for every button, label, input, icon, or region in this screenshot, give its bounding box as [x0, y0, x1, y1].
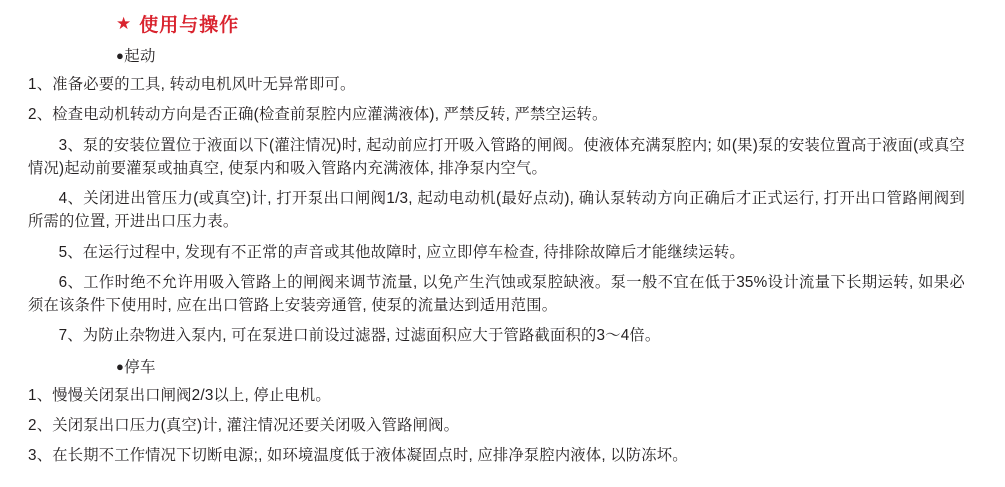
bullet-dot-icon: ● — [116, 358, 125, 374]
paragraph-2: 2、检查电动机转动方向是否正确(检查前泵腔内应灌满液体), 严禁反转, 严禁空运转。 — [28, 106, 608, 124]
paragraph-10: 3、在长期不工作情况下切断电源;, 如环境温度低于液体凝固点时, 应排净泵腔内液体, 以防冻坏。 — [28, 447, 688, 464]
star-icon: ★ — [116, 14, 132, 33]
section-title-text: 使用与操作 — [139, 15, 240, 36]
paragraph-3: 3、泵的安装位置位于液面以下(灌注情况)时, 起动前应打开吸入管路的闸阀。使液体充满泵腔内; 如(果)泵的安装位置高于液面(或真空情况)起动前要灌泵或抽真空, 使泵内和吸入管路内充满液体, 排净泵内空气。 — [28, 136, 965, 177]
bullet-dot-icon: ● — [116, 48, 125, 63]
paragraph-1: 1、准备必要的工具, 转动电机风叶无异常即可。 — [28, 76, 356, 93]
subheading-label: 起动 — [124, 48, 156, 65]
paragraph-9: 2、关闭泵出口压力(真空)计, 灌注情况还要关闭吸入管路闸阀。 — [28, 416, 460, 434]
paragraph-7: 7、为防止杂物进入泵内, 可在泵进口前设过滤器, 过滤面积应大于管路截面积的3～4倍。 — [58, 327, 661, 345]
paragraph-6: 6、工作时绝不允许用吸入管路上的闸阀来调节流量, 以免产生汽蚀或泵腔缺液。泵一般不宜在低于35%设计流量下长期运转, 如果必须在该条件下使用时, 应在出口管路上安装旁通管, 使泵的流量达到适用范围。 — [28, 273, 965, 314]
subheading-label: 停车 — [124, 358, 156, 376]
section-heading — [116, 10, 965, 37]
paragraph-5: 5、在运行过程中, 发现有不正常的声音或其他故障时, 应立即停车检查, 待排除故障后才能继续运转。 — [58, 243, 745, 261]
subheading-qidong — [116, 44, 965, 66]
subheading-tingche — [116, 355, 965, 377]
paragraph-4: 4、关闭进出管压力(或真空)计, 打开泵出口闸阀1/3, 起动电动机(最好点动), 确认泵转动方向正确后才正式运行, 打开出口管路闸阀到所需的位置, 开进出口压力表。 — [28, 190, 965, 231]
paragraph-8: 1、慢慢关闭泵出口闸阀2/3以上, 停止电机。 — [28, 386, 331, 404]
